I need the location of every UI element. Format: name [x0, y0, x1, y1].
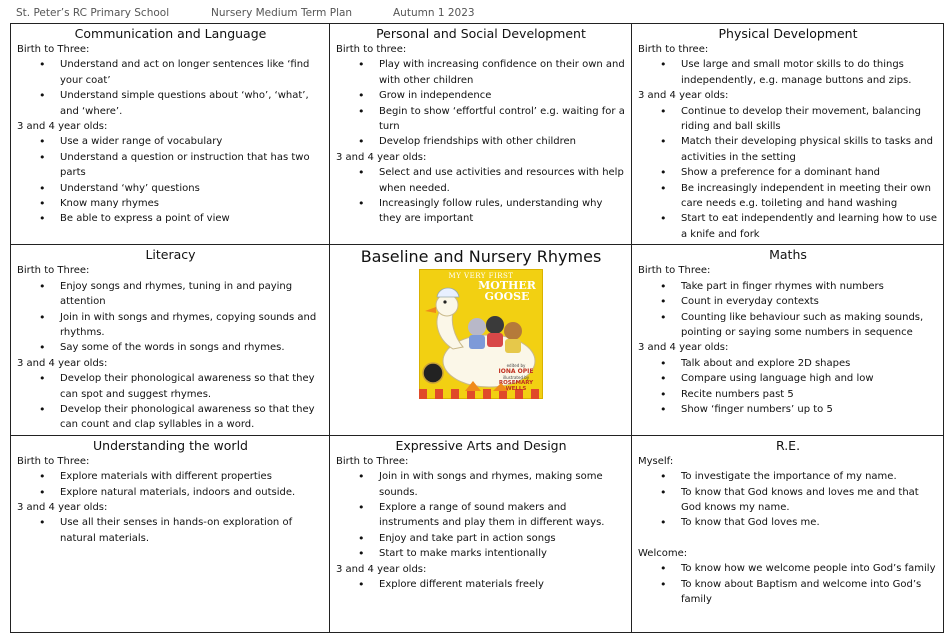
school-name: St. Peter’s RC Primary School: [16, 7, 170, 19]
list-item: • Explore materials with different properties: [60, 469, 324, 484]
age-group-label: Birth to Three:: [336, 455, 409, 467]
age-group-label: 3 and 4 year olds:: [336, 151, 427, 163]
list-item: • Explore a range of sound makers and instruments and play them in different ways.: [379, 500, 626, 531]
list-item: • Select and use activities and resources with help when needed.: [379, 165, 626, 196]
age-group-label: Birth to three:: [336, 44, 407, 55]
topic-label: Welcome:: [638, 547, 688, 559]
expressive-arts-cell: [330, 435, 632, 632]
list-item: • Enjoy songs and rhymes, tuning in and paying attention: [60, 279, 324, 310]
bullet-list: [638, 561, 938, 607]
list-item: • Understand a question or instruction that has two parts: [60, 150, 324, 181]
list-item: • Use all their senses in hands-on exploration of natural materials.: [60, 515, 324, 546]
cell-title: Baseline and Nursery Rhymes: [360, 247, 602, 267]
spacer: [638, 531, 938, 546]
list-item: • Join in with songs and rhymes, copying sounds and rhythms.: [60, 310, 324, 341]
bullet-list: [638, 57, 938, 88]
list-item: • To know how we welcome people into God’s family: [681, 561, 938, 576]
list-item: • To investigate the importance of my name.: [681, 469, 938, 484]
list-item: • Start to eat independently and learning how to use a knife and fork: [681, 211, 938, 242]
cell-title: Understanding the world: [93, 437, 248, 453]
list-item: • Grow in independence: [379, 88, 626, 103]
bullet-list: [17, 134, 324, 226]
bullet-list: [17, 515, 324, 546]
list-item: • Increasingly follow rules, understanding why they are important: [379, 196, 626, 227]
cell-title: Expressive Arts and Design: [395, 437, 567, 453]
re-cell: [632, 435, 944, 632]
list-item: • Recite numbers past 5: [681, 387, 938, 402]
age-group-label: 3 and 4 year olds:: [17, 357, 108, 369]
literacy-cell: [11, 245, 330, 435]
understanding-world-cell: [11, 435, 330, 632]
cell-title: Personal and Social Development: [376, 26, 586, 41]
age-group-label: Birth to Three:: [17, 44, 90, 55]
age-group-label: 3 and 4 year olds:: [638, 90, 729, 102]
list-item: • Compare using language high and low: [681, 371, 938, 386]
cell-title: R.E.: [775, 437, 801, 453]
cell-title: Maths: [769, 247, 807, 263]
bullet-list: [336, 469, 626, 561]
list-item: • Match their developing physical skills to tasks and activities in the setting: [681, 134, 938, 165]
age-group-label: 3 and 4 year olds:: [638, 342, 729, 354]
list-item: • Say some of the words in songs and rhymes.: [60, 340, 324, 355]
book-cover-wrap: [336, 269, 626, 399]
book-editor-caption: edited by: [506, 363, 526, 369]
list-item: • Take part in finger rhymes with numbers: [681, 279, 938, 294]
maths-cell: [632, 245, 944, 435]
list-item: • Understand ‘why’ questions: [60, 181, 324, 196]
communication-cell: [11, 24, 330, 245]
bullet-list: [17, 57, 324, 119]
baseline-cell: [330, 245, 632, 435]
age-group-label: 3 and 4 year olds:: [17, 121, 108, 133]
term-label: Autumn 1 2023: [393, 7, 475, 19]
list-item: • Counting like behaviour such as making sounds, pointing or saying some numbers in sequence: [681, 310, 938, 341]
bullet-list: [17, 371, 324, 433]
list-item: • Be increasingly independent in meeting their own care needs e.g. toileting and hand washing: [681, 181, 938, 212]
list-item: • To know that God knows and loves me and that God knows my name.: [681, 485, 938, 516]
list-item: • Talk about and explore 2D shapes: [681, 356, 938, 371]
bullet-list: [17, 279, 324, 356]
list-item: • Count in everyday contexts: [681, 294, 938, 309]
list-item: • Explore different materials freely: [379, 577, 626, 592]
book-cover-image: [419, 269, 543, 399]
book-illustrator-caption: illustrated by: [502, 375, 530, 381]
list-item: • Explore natural materials, indoors and outside.: [60, 485, 324, 500]
list-item: • Be able to express a point of view: [60, 211, 324, 226]
age-group-label: 3 and 4 year olds:: [336, 563, 427, 575]
list-item: • Enjoy and take part in action songs: [379, 531, 626, 546]
list-item: • Develop their phonological awareness so that they can count and clap syllables in a word.: [60, 402, 324, 433]
bullet-list: [336, 165, 626, 227]
list-item: • Start to make marks intentionally: [379, 546, 626, 561]
list-item: • Continue to develop their movement, balancing riding and ball skills: [681, 104, 938, 135]
book-illustrator: ROSEMARY WELLS: [498, 380, 534, 393]
list-item: • Develop their phonological awareness so that they can spot and suggest rhymes.: [60, 371, 324, 402]
bullet-list: [336, 577, 626, 592]
age-group-label: Birth to three:: [638, 44, 709, 55]
physical-cell: [632, 24, 944, 245]
list-item: • Use a wider range of vocabulary: [60, 134, 324, 149]
bullet-list: [336, 57, 626, 149]
bullet-list: [638, 104, 938, 243]
cell-title: Physical Development: [718, 26, 858, 41]
list-item: • To know that God loves me.: [681, 515, 938, 530]
book-title-line3: GOOSE: [484, 290, 530, 304]
list-item: • Develop friendships with other children: [379, 134, 626, 149]
list-item: • Show a preference for a dominant hand: [681, 165, 938, 180]
book-title-line2: MOTHER: [478, 279, 536, 293]
age-group-label: 3 and 4 year olds:: [17, 501, 108, 513]
book-title-line1: MY VERY FIRST: [448, 272, 514, 281]
age-group-label: Birth to Three:: [17, 455, 90, 467]
cell-title: Communication and Language: [74, 26, 267, 41]
list-item: • Use large and small motor skills to do things independently, e.g. manage buttons and zips.: [681, 57, 938, 88]
cell-title: Literacy: [145, 247, 196, 263]
age-group-label: Birth to Three:: [17, 265, 90, 277]
bullet-list: [638, 279, 938, 341]
list-item: • Know many rhymes: [60, 196, 324, 211]
list-item: • Understand simple questions about ‘who’, ‘what’, and ‘where’.: [60, 88, 324, 119]
topic-label: Myself:: [638, 455, 674, 467]
list-item: • Play with increasing confidence on their own and with other children: [379, 57, 626, 88]
personal-social-cell: [330, 24, 632, 245]
bullet-list: [17, 469, 324, 500]
list-item: • To know about Baptism and welcome into God’s family: [681, 577, 938, 608]
list-item: • Show ‘finger numbers’ up to 5: [681, 402, 938, 417]
list-item: • Join in with songs and rhymes, making some sounds.: [379, 469, 626, 500]
bullet-list: [638, 469, 938, 531]
age-group-label: Birth to Three:: [638, 265, 711, 277]
list-item: • Begin to show ‘effortful control’ e.g. waiting for a turn: [379, 104, 626, 135]
plan-title: Nursery Medium Term Plan: [211, 7, 353, 19]
bullet-list: [638, 356, 938, 418]
book-editor: IONA OPIE: [498, 368, 534, 376]
list-item: • Understand and act on longer sentences like ‘find your coat’: [60, 57, 324, 88]
term-plan-table: [10, 23, 944, 633]
